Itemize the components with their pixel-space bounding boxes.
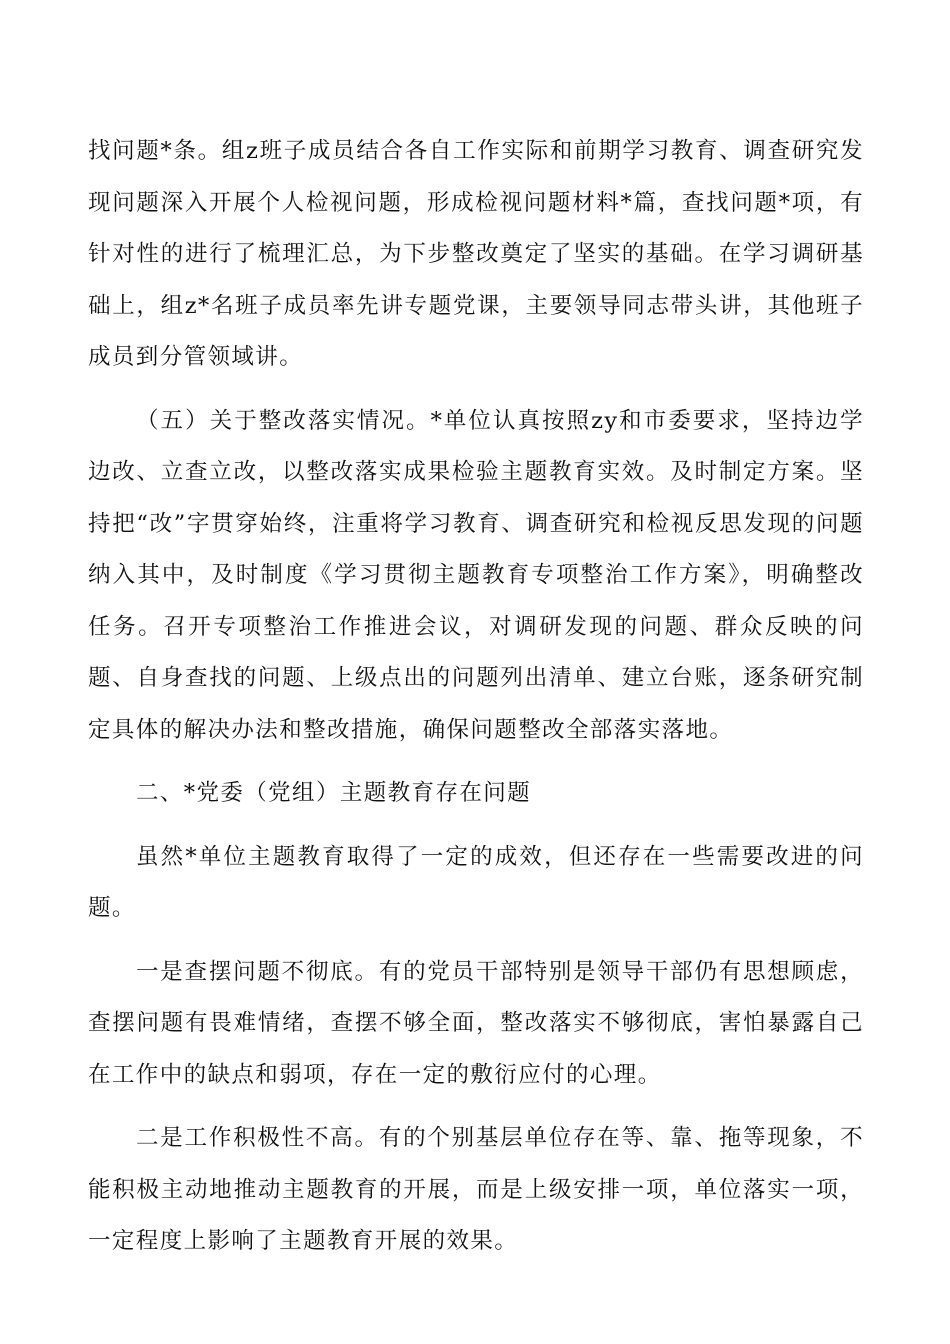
paragraph-1: 找问题*条。组z班子成员结合各自工作实际和前期学习教育、调查研究发现问题深入开展个人检视问题，形成检视问题材料*篇，查找问题*项，有针对性的进行了梳理汇总，为下步整改奠定了坚实的基础。在学习调研基础上，组z*名班子成员率先讲专题党课，主要领导同志带头讲，其他班子成员到分管领域讲。 (88, 138, 864, 370)
paragraph-rectification: （五）关于整改落实情况。*单位认真按照zy和市委要求，坚持边学边改、立查立改，以整改落实成果检验主题教育实效。及时制定方案。坚持把“改”字贯穿始终，注重将学习教育、调查研究和检视反思发现的问题纳入其中，及时制度《学习贯彻主题教育专项整治工作方案》，明确整改任务。召开专项整治工作推进会议，对调研发现的问题、群众反映的问题、自身查找的问题、上级点出的问题列出清单、建立台账，逐条研究制定具体的解决办法和整改措施，确保问题整改全部落实落地。 (88, 407, 864, 743)
paragraph-problem-1: 一是查摆问题不彻底。有的党员干部特别是领导干部仍有思想顾虑，查摆问题有畏难情绪，查摆不够全面，整改落实不够彻底，害怕暴露自己在工作中的缺点和弱项，存在一定的敷衍应付的心理。 (88, 958, 864, 1088)
paragraph-problem-2: 二是工作积极性不高。有的个别基层单位存在等、靠、拖等现象，不能积极主动地推动主题教育的开展，而是上级安排一项，单位落实一项，一定程度上影响了主题教育开展的效果。 (88, 1125, 864, 1254)
document-body (88, 126, 864, 1268)
section-heading-problems: 二、*党委（党组）主题教育存在问题 (136, 780, 532, 806)
paragraph-intro-problems: 虽然*单位主题教育取得了一定的成效，但还存在一些需要改进的问题。 (88, 843, 864, 921)
